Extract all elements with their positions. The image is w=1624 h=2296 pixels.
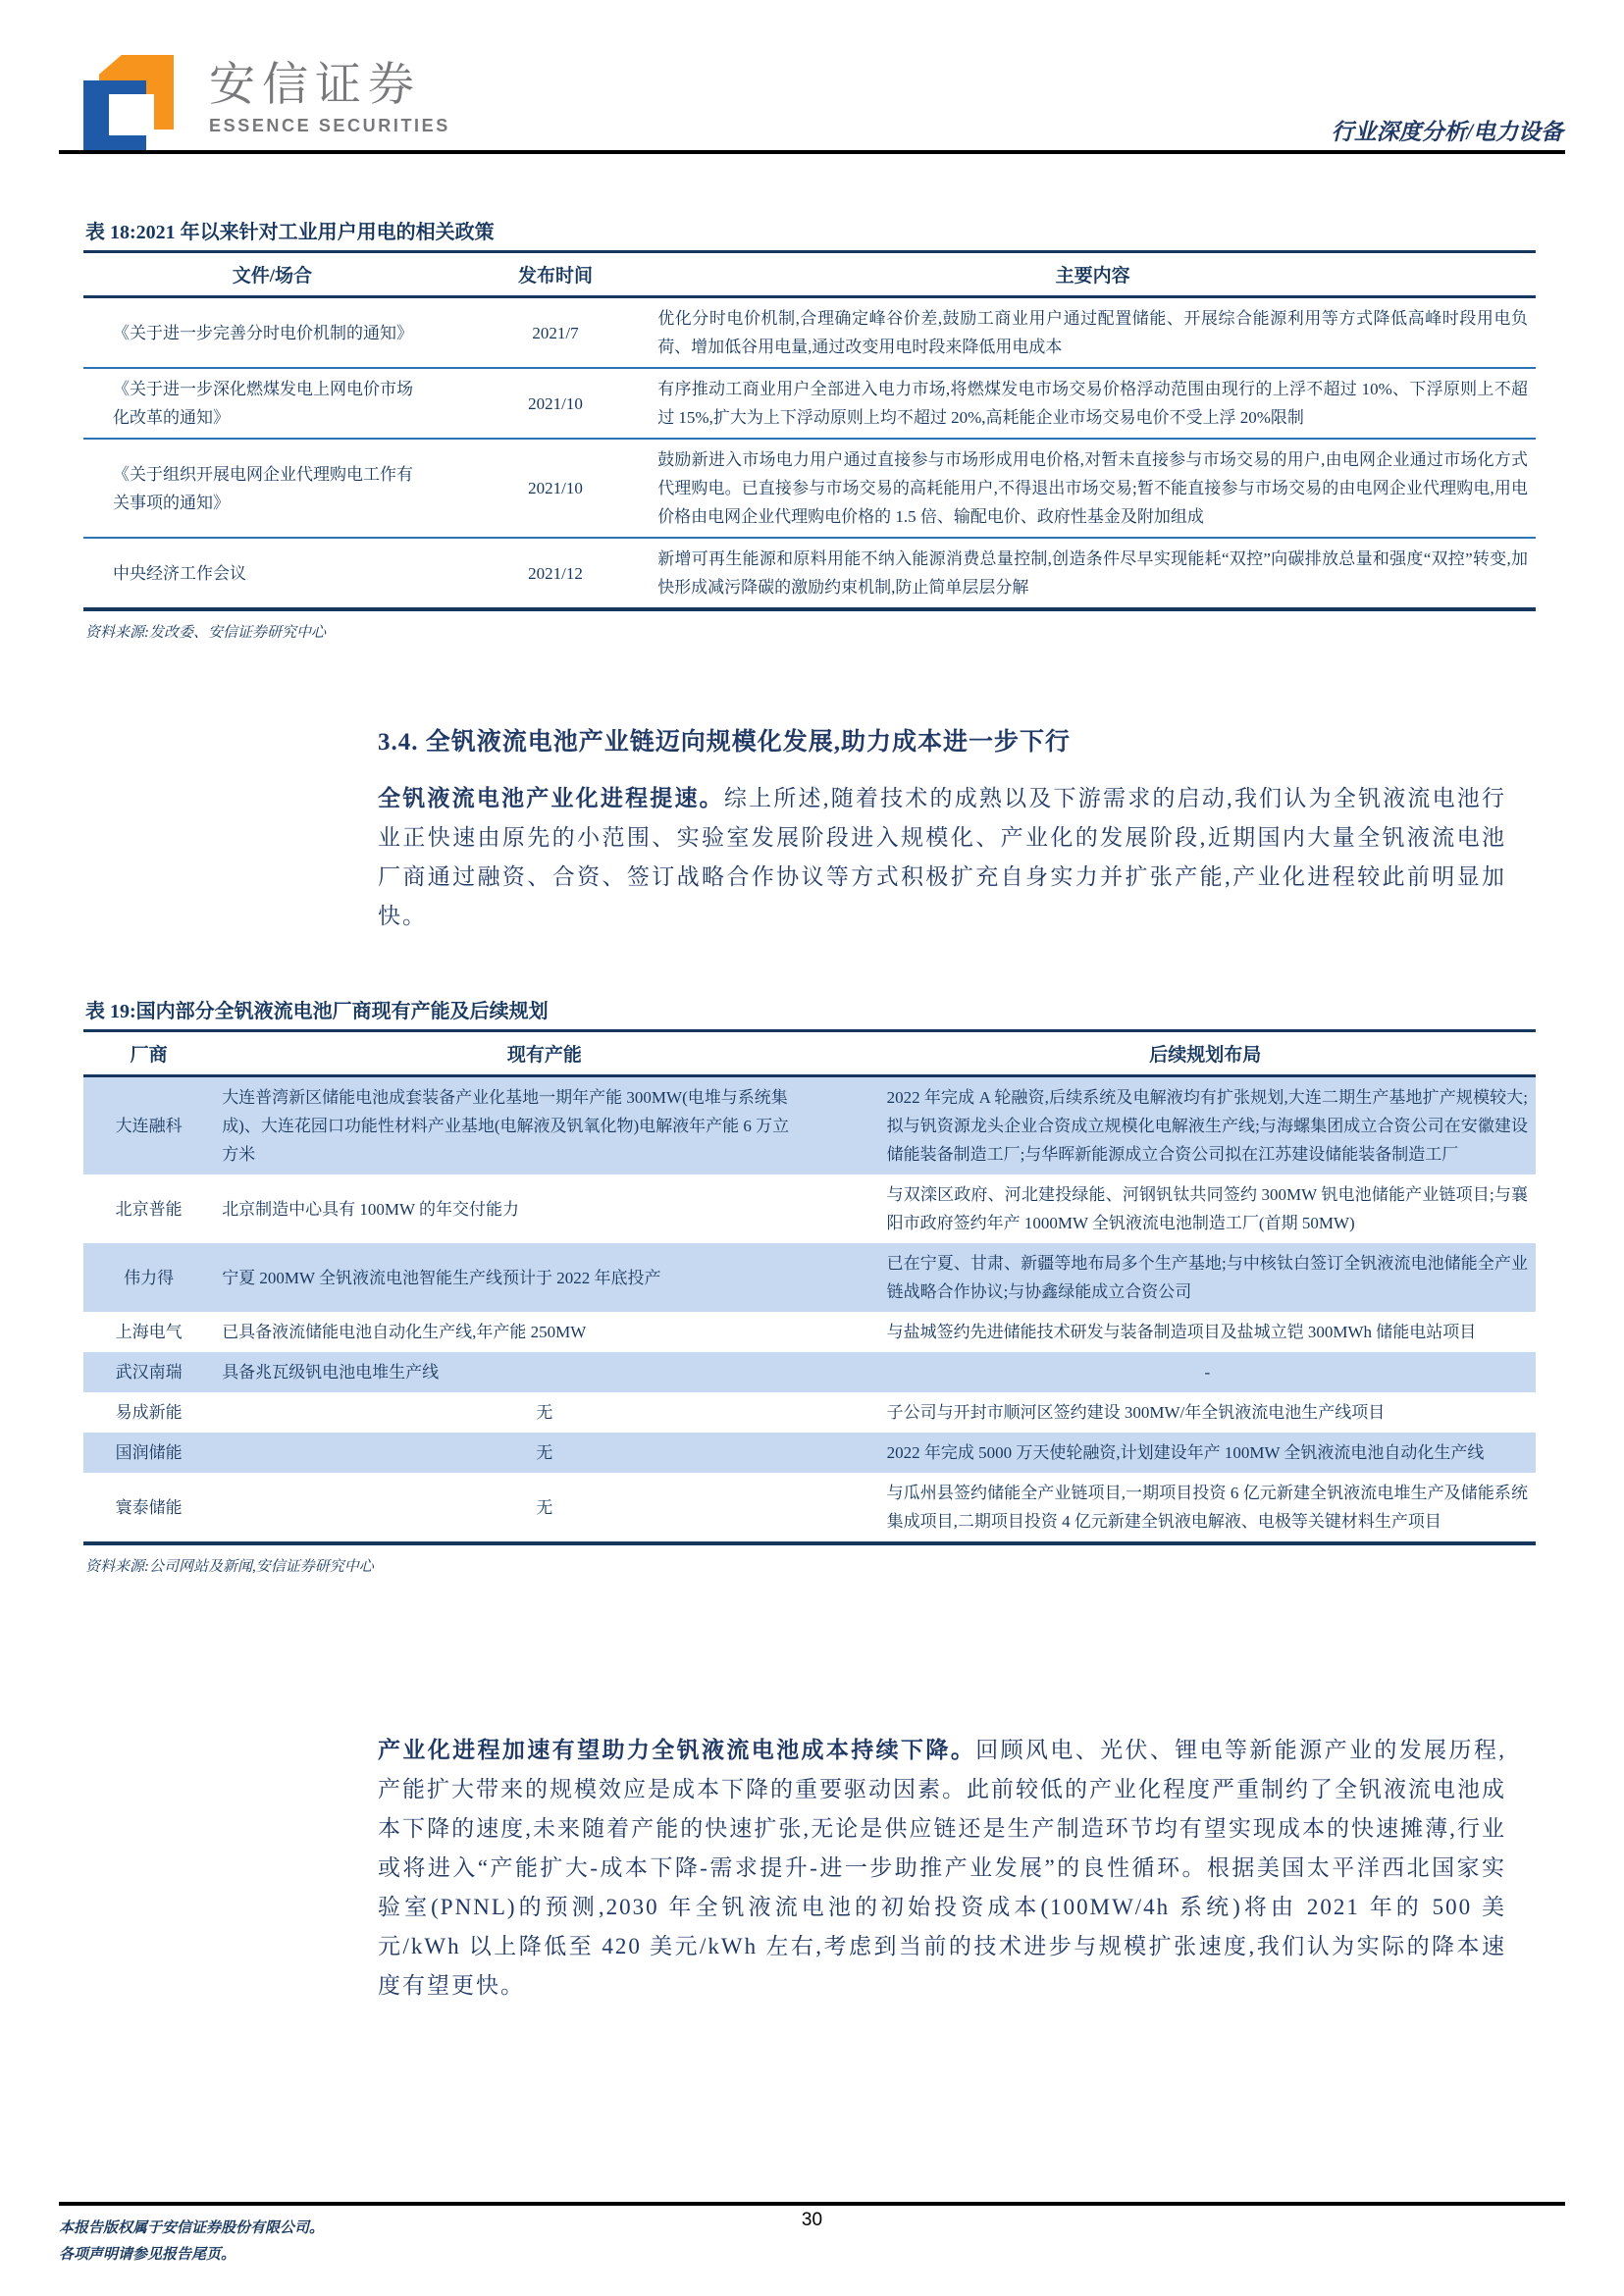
policy-table-title: 表 18:2021 年以来针对工业用户用电的相关政策	[83, 216, 1536, 253]
paragraph-lead: 产业化进程加速有望助力全钒液流电池成本持续下降。	[378, 1738, 976, 1762]
table-cell: 寰泰储能	[115, 1497, 183, 1517]
report-category: 行业深度分析/电力设备	[1331, 120, 1563, 144]
table-row	[83, 1312, 1536, 1352]
table-cell: 2022 年完成 5000 万天使轮融资,计划建设年产 100MW 全钒液流电池自动化生产线	[886, 1443, 1485, 1462]
disclaimer-line: 各项声明请参见报告尾页。	[59, 2247, 236, 2263]
table-cell: 2021/10	[528, 479, 583, 497]
table-row	[83, 1174, 1536, 1243]
table-cell: 大连普湾新区储能电池成套装备产业化基地一期年产能 300MW(电堆与系统集成)、大连花园口功能性材料产业基地(电解液及钒氧化物)电解液年产能 6 万立方米	[222, 1088, 790, 1164]
table-cell: 国润储能	[115, 1443, 183, 1462]
footer-divider	[59, 2202, 1565, 2206]
column-header: 后续规划布局	[1149, 1045, 1262, 1066]
paragraph-body: 回顾风电、光伏、锂电等新能源产业的发展历程,产能扩大带来的规模效应是成本下降的重要驱动因素。此前较低的产业化程度严重制约了全钒液流电池成本下降的速度,未来随着产能的快速扩张,无论是供应链还是生产制造环节均有望实现成本的快速摊薄,行业或将进入“产能扩大-成本下降-需求提升-进一步助推产业发展”的良性循环。根据美国太平洋西北国家实验室(PNNL)的预测,2030 年全钒液流电池的初始投资成本(100MW/4h 系统)将由 2021 年的 500 美元/kWh 以上降低至 420 美元/kWh 左右,考虑到当前的技术进步与规模扩张速度,我们认为实际的降本速度有望更快。	[378, 1738, 1507, 1998]
column-header: 现有产能	[506, 1045, 582, 1066]
table-cell: 《关于进一步完善分时电价机制的通知》	[113, 323, 413, 342]
table-cell: 优化分时电价机制,合理确定峰谷价差,鼓励工商业用户通过配置储能、开展综合能源利用等方式降低高峰时段用电负荷、增加低谷用电量,通过改变用电时段来降低用电成本	[657, 309, 1528, 356]
table-cell: 已具备液流储能电池自动化生产线,年产能 250MW	[222, 1323, 587, 1341]
table-cell: 无	[536, 1443, 553, 1462]
table-cell: 2021/12	[528, 563, 583, 583]
table-cell: 鼓励新进入市场电力用户通过直接参与市场形成用电价格,对暂未直接参与市场交易的用户,由电网企业通过市场化方式代理购电。已直接参与市场交易的高耗能用户,不得退出市场交易;暂不能直接参与市场交易的由电网企业代理购电,用电价格由电网企业代理购电价格的 1.5 倍、输配电价、政府性基金及附加组成	[657, 450, 1528, 526]
table-cell: 上海电气	[115, 1323, 183, 1341]
table-cell: 中央经济工作会议	[113, 563, 246, 583]
table-cell: 2021/10	[528, 393, 583, 413]
header-row	[83, 253, 1536, 297]
column-header: 厂商	[130, 1045, 168, 1066]
table-cell: 宁夏 200MW 全钒液流电池智能生产线预计于 2022 年底投产	[222, 1268, 661, 1287]
brand-text	[209, 57, 450, 136]
brand-name-cn: 安信证券	[209, 58, 421, 110]
data-source-note: 资料来源:公司网站及新闻,安信证券研究中心	[85, 1559, 374, 1575]
table-cell: 武汉南瑞	[115, 1363, 183, 1382]
table-cell: 《关于组织开展电网企业代理购电工作有关事项的通知》	[113, 464, 413, 512]
table-cell: 与盐城签约先进储能技术研发与装备制造项目及盐城立铠 300MWh 储能电站项目	[886, 1323, 1477, 1341]
table-row	[83, 439, 1536, 538]
vendor-table-header	[83, 1032, 1536, 1076]
vendor-table-section	[83, 995, 1536, 1576]
section-heading: 3.4. 全钒液流电池产业链迈向规模化发展,助力成本进一步下行	[378, 729, 1072, 756]
brand-name-en: ESSENCE SECURITIES	[209, 116, 450, 135]
table-cell: 新增可再生能源和原料用能不纳入能源消费总量控制,创造条件尽早实现能耗“双控”向碳排放总量和强度“双控”转变,加快形成减污降碳的激励约束机制,防止简单层层分解	[657, 549, 1528, 597]
table-row	[83, 1392, 1536, 1433]
cost-decline-paragraph-section	[378, 1731, 1506, 2006]
table-cell: 伟力得	[124, 1268, 175, 1287]
table-row	[83, 1352, 1536, 1392]
policy-table-body	[83, 297, 1536, 610]
column-header: 文件/场合	[232, 266, 313, 287]
table-cell: 无	[536, 1497, 553, 1517]
table-cell: -	[1204, 1363, 1211, 1382]
copyright-line: 本报告版权属于安信证券股份有限公司。	[59, 2220, 325, 2236]
logo-white-shape	[109, 94, 154, 135]
table-row	[83, 538, 1536, 609]
table-cell: 北京普能	[115, 1199, 183, 1219]
vendor-table-body	[83, 1076, 1536, 1544]
policy-table-section	[83, 216, 1536, 642]
essence-securities-logo-icon	[83, 55, 193, 151]
column-header: 发布时间	[517, 266, 593, 287]
table-cell: 与双滦区政府、河北建投绿能、河钢钒钛共同签约 300MW 钒电池储能产业链项目;与襄阳市政府签约年产 1000MW 全钒液流电池制造工厂(首期 50MW)	[886, 1185, 1528, 1232]
vendor-table-title: 表 19:国内部分全钒液流电池厂商现有产能及后续规划	[83, 995, 1536, 1032]
column-header: 主要内容	[1055, 266, 1130, 287]
data-source-note: 资料来源:发改委、安信证券研究中心	[85, 625, 326, 641]
table-cell: 与瓜州县签约储能全产业链项目,一期项目投资 6 亿元新建全钒液流电堆生产及储能系统集成项目,二期项目投资 4 亿元新建全钒液电解液、电极等关键材料生产项目	[886, 1484, 1528, 1531]
table-row	[83, 1076, 1536, 1175]
table-cell: 具备兆瓦级钒电池电堆生产线	[222, 1363, 440, 1382]
table-cell: 2021/7	[532, 323, 579, 342]
policy-table-header	[83, 253, 1536, 297]
table-cell: 北京制造中心具有 100MW 的年交付能力	[222, 1199, 520, 1219]
table-cell: 已在宁夏、甘肃、新疆等地布局多个生产基地;与中核钛白签订全钒液流电池储能全产业链战略合作协议;与协鑫绿能成立合资公司	[886, 1254, 1528, 1301]
table-row	[83, 297, 1536, 369]
table-row	[83, 368, 1536, 439]
table-cell: 有序推动工商业用户全部进入电力市场,将燃煤发电市场交易价格浮动范围由现行的上浮不超过 10%、下浮原则上不超过 15%,扩大为上下浮动原则上均不超过 20%,高耗能企业市场交易电价不受上浮 20%限制	[657, 380, 1528, 427]
header-divider	[59, 150, 1565, 154]
table-row	[83, 1473, 1536, 1543]
table-cell: 无	[536, 1403, 553, 1422]
table-cell: 《关于进一步深化燃煤发电上网电价市场化改革的通知》	[113, 380, 413, 427]
vendor-table	[83, 1032, 1536, 1545]
table-row	[83, 1433, 1536, 1473]
paragraph-lead: 全钒液流电池产业化进程提速。	[378, 786, 724, 810]
table-cell: 2022 年完成 A 轮融资,后续系统及电解液均有扩张规划,大连二期生产基地扩产规模较大;拟与钒资源龙头企业合资成立规模化电解液生产线;与海螺集团成立合资公司在安徽建设储能装备制造工厂;与华晖新能源成立合资公司拟在江苏建设储能装备制造工厂	[886, 1088, 1528, 1164]
page-number: 30	[801, 2210, 823, 2230]
table-cell: 子公司与开封市顺河区签约建设 300MW/年全钒液流电池生产线项目	[886, 1403, 1386, 1422]
table-cell: 大连融科	[115, 1117, 183, 1135]
header-row	[83, 1032, 1536, 1076]
policy-table	[83, 253, 1536, 611]
paragraph-body: 综上所述,随着技术的成熟以及下游需求的启动,我们认为全钒液流电池行业正快速由原先的小范围、实验室发展阶段进入规模化、产业化的发展阶段,近期国内大量全钒液流电池厂商通过融资、合资、签订战略合作协议等方式积极扩充自身实力并扩张产能,产业化进程较此前明显加快。	[378, 786, 1507, 928]
paragraph	[378, 779, 1506, 936]
header-brand	[83, 55, 574, 155]
table-cell: 易成新能	[115, 1403, 183, 1422]
section-3-4	[378, 722, 1506, 936]
paragraph	[378, 1731, 1506, 2006]
table-row	[83, 1243, 1536, 1312]
